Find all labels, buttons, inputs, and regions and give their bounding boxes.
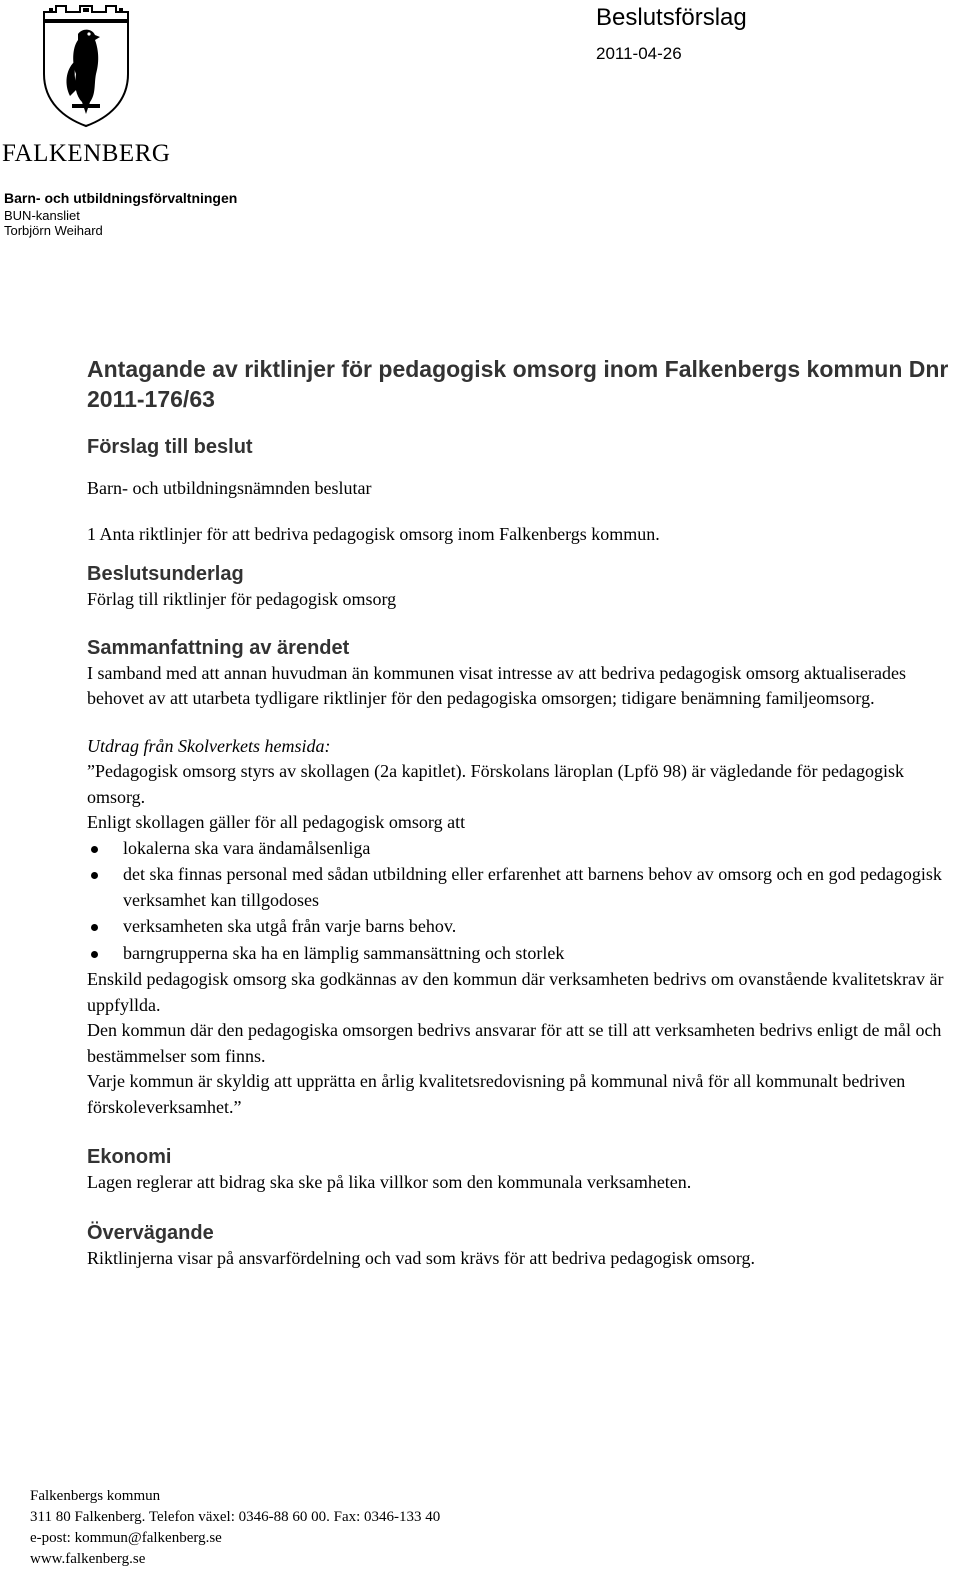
- bullet-icon: [91, 924, 98, 931]
- author-name: Torbjörn Weihard: [4, 223, 103, 238]
- footer-address: 311 80 Falkenberg. Telefon växel: 0346-88 60 00. Fax: 0346-133 40: [30, 1509, 441, 1525]
- falkenberg-crest-logo: [38, 4, 134, 128]
- logo-wordmark: FALKENBERG: [2, 140, 171, 167]
- department-name: Barn- och utbildningsförvaltningen: [4, 190, 238, 206]
- proposal-intro: Barn- och utbildningsnämnden beslutar: [87, 478, 372, 498]
- economy-heading: Ekonomi: [87, 1146, 172, 1168]
- bullet-icon: [91, 872, 98, 879]
- consideration-text: Riktlinjerna visar på ansvarfördelning och vad som krävs för att bedriva pedagogisk omsorg.: [87, 1247, 756, 1268]
- basis-text: Förlag till riktlinjer för pedagogisk omsorg: [87, 589, 397, 609]
- excerpt-label: Utdrag från Skolverkets hemsida:: [87, 735, 331, 756]
- proposal-item: 1 Anta riktlinjer för att bedriva pedagogisk omsorg inom Falkenbergs kommun.: [87, 523, 660, 544]
- consideration-heading: Övervägande: [87, 1221, 214, 1244]
- quote-paragraph-4: Den kommun där den pedagogiska omsorgen bedrivs ansvarar för att se till att verksamheten bedrivs enligt de mål och bestämmelser som finns.: [87, 1020, 942, 1066]
- document-date: 2011-04-26: [596, 44, 682, 63]
- footer-org: Falkenbergs kommun: [30, 1488, 161, 1504]
- list-item: lokalerna ska vara ändamålsenliga: [87, 836, 953, 862]
- quote-paragraph-1: ”Pedagogisk omsorg styrs av skollagen (2a kapitlet). Förskolans läroplan (Lpfö 98) är vägledande för pedagogisk omsorg.: [87, 761, 904, 807]
- footer-email: e-post: kommun@falkenberg.se: [30, 1530, 222, 1546]
- proposal-heading: Förslag till beslut: [87, 436, 253, 458]
- document-type: Beslutsförslag: [596, 4, 747, 31]
- quote-paragraph-5: Varje kommun är skyldig att upprätta en årlig kvalitetsredovisning på kommunal nivå för all kommunalt bedriven förskoleverksamhet.”: [87, 1071, 906, 1117]
- bullet-icon: [91, 951, 98, 958]
- page-footer: [30, 1486, 440, 1570]
- document-body: [87, 354, 953, 1271]
- unit-name: BUN-kansliet: [4, 208, 80, 223]
- summary-text: I samband med att annan huvudman än kommunen visat intresse av att bedriva pedagogisk omsorg aktualiserades behovet av att utarbeta tydligare riktlinjer för den pedagogiska omsorgen; tidigare benämning familjeomsorg.: [87, 662, 906, 708]
- basis-heading: Beslutsunderlag: [87, 563, 244, 585]
- list-item: det ska finnas personal med sådan utbildning eller erfarenhet att barnens behov av omsorg och en god pedagogisk verksamhet kan tillgodoses: [87, 862, 953, 913]
- document-title: Antagande av riktlinjer för pedagogisk omsorg inom Falkenbergs kommun Dnr 2011-176/63: [87, 356, 949, 412]
- bullet-icon: [91, 846, 98, 853]
- quote-paragraph-2: Enligt skollagen gäller för all pedagogisk omsorg att: [87, 812, 466, 832]
- economy-text: Lagen reglerar att bidrag ska ske på lika villkor som den kommunala verksamheten.: [87, 1172, 692, 1192]
- list-item: barngrupperna ska ha en lämplig sammansättning och storlek: [87, 941, 953, 967]
- summary-heading: Sammanfattning av ärendet: [87, 636, 350, 659]
- requirements-list: [87, 836, 953, 967]
- list-item: verksamheten ska utgå från varje barns behov.: [87, 914, 953, 940]
- footer-website: www.falkenberg.se: [30, 1551, 146, 1567]
- quote-paragraph-3: Enskild pedagogisk omsorg ska godkännas av den kommun där verksamheten bedrivs om ovanstående kvalitetskrav är uppfyllda.: [87, 969, 944, 1015]
